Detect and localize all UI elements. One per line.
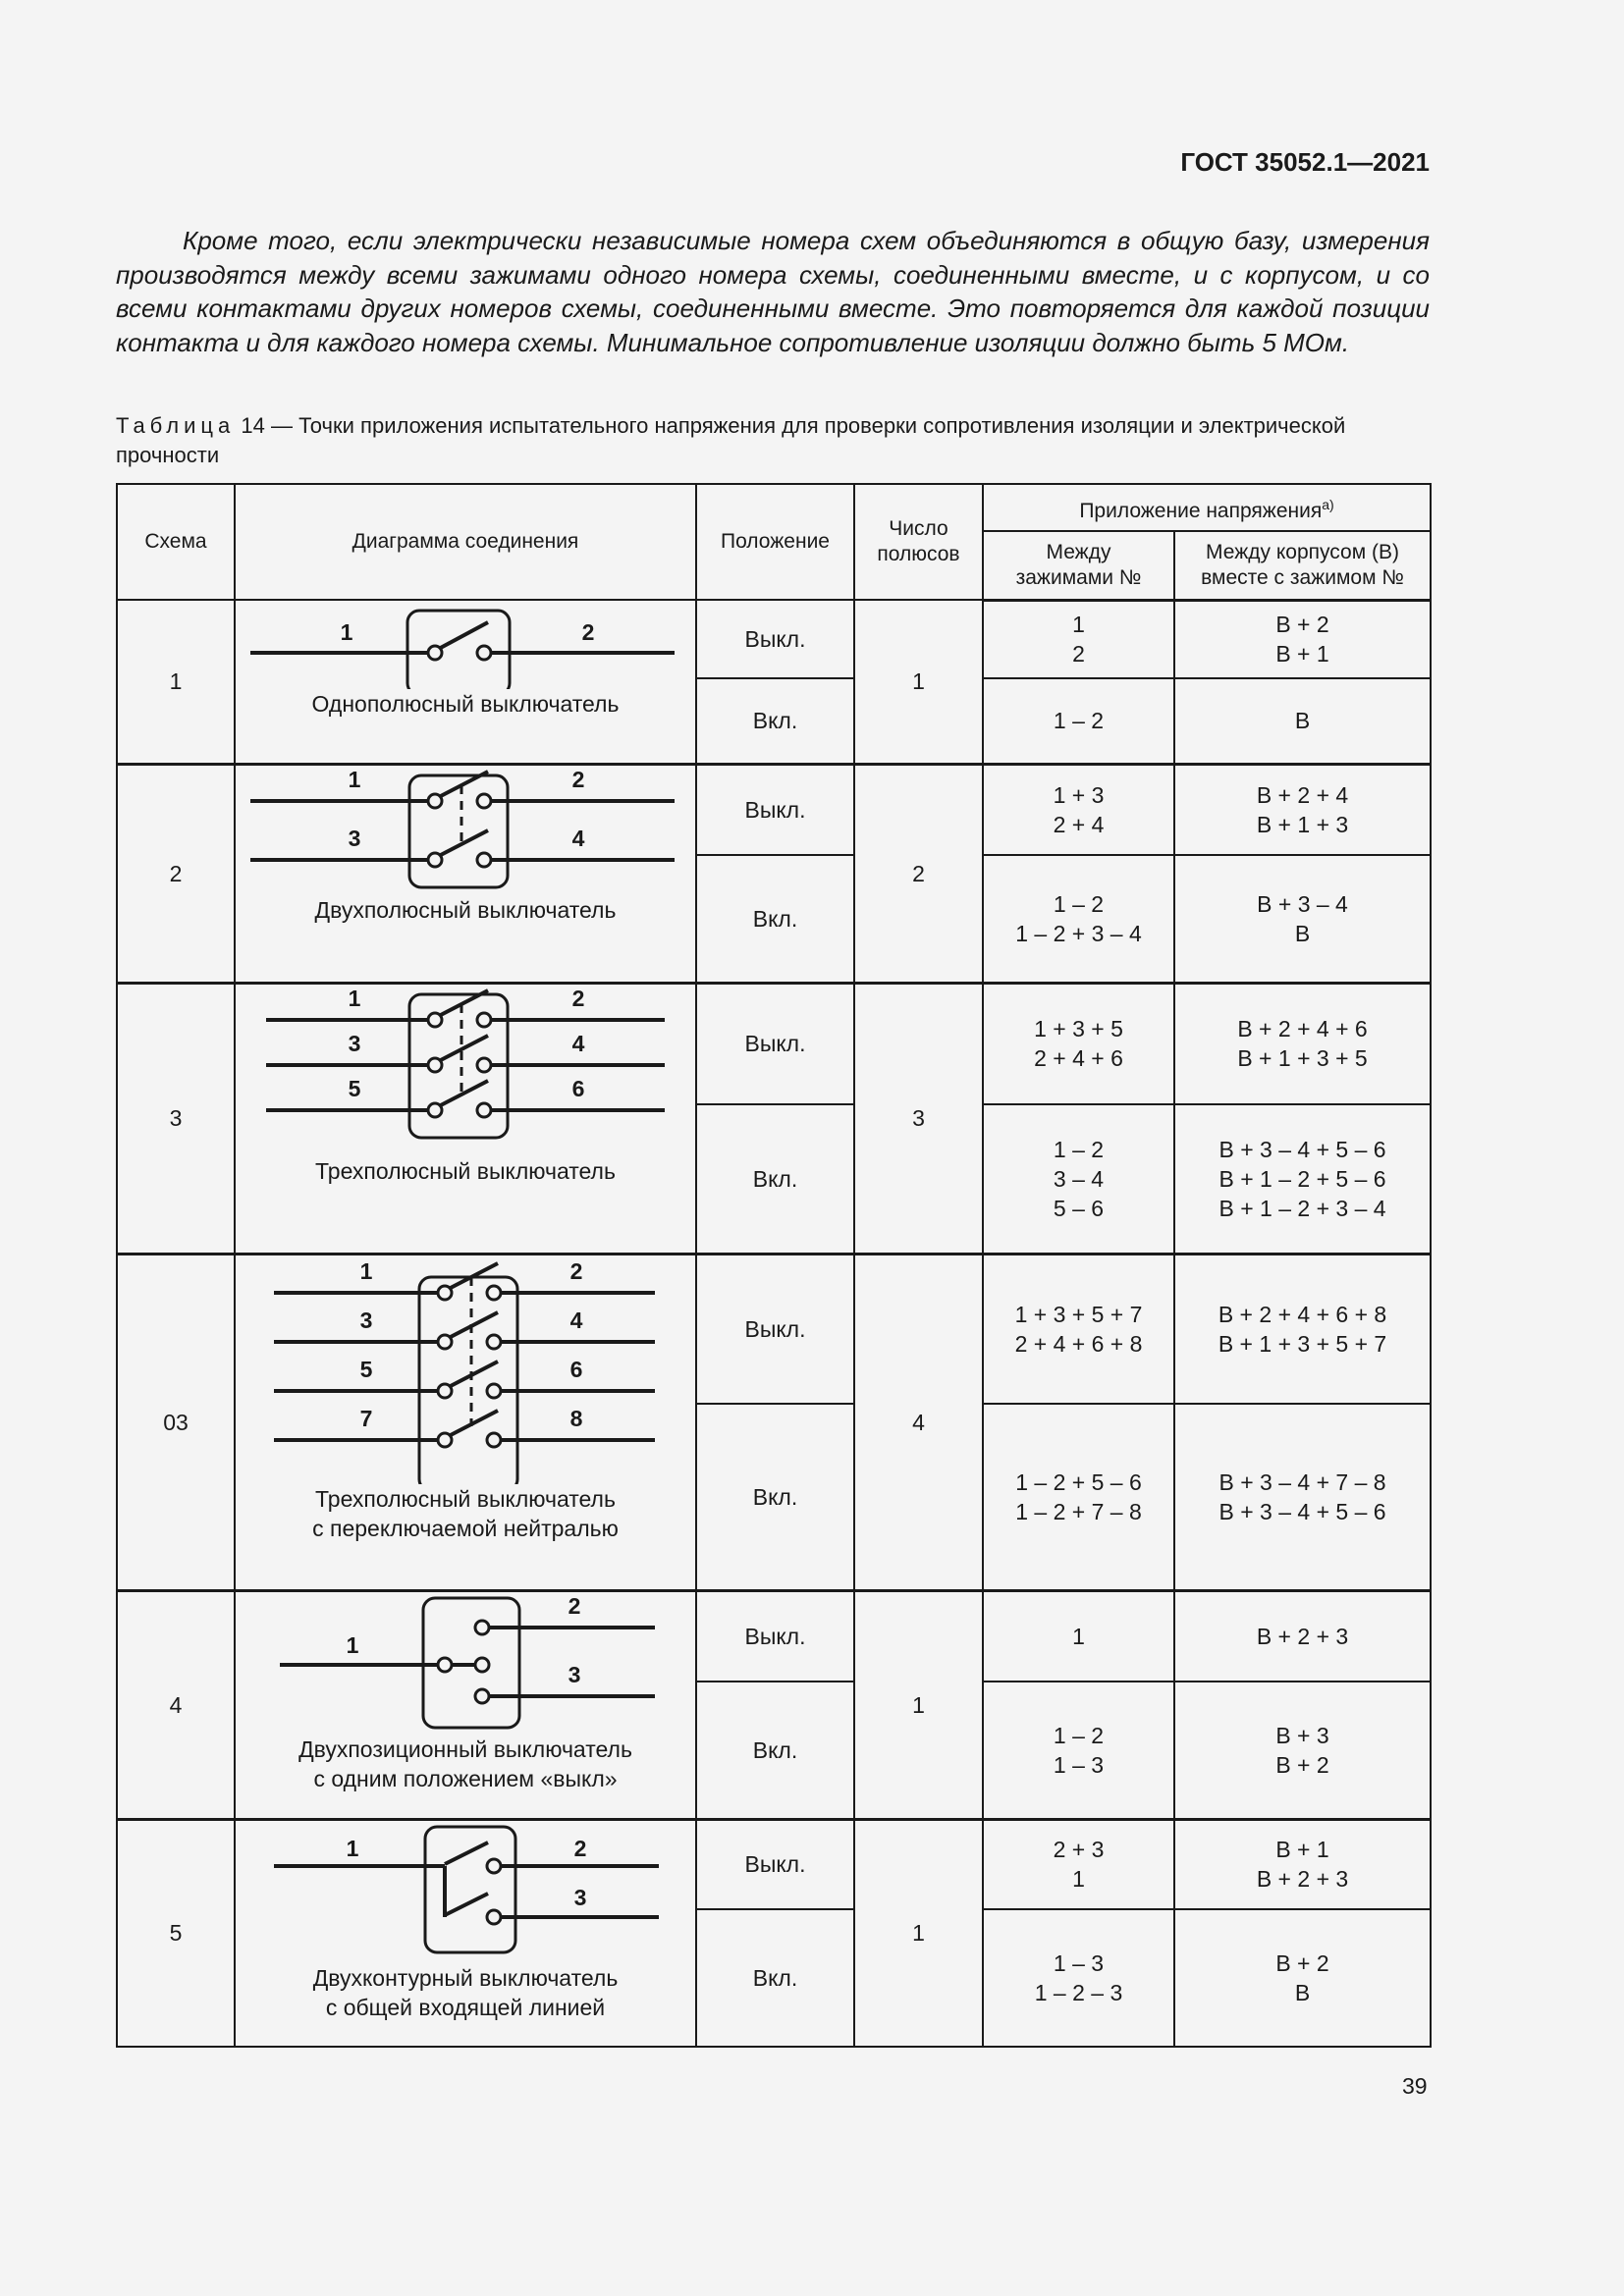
diagram-caption (236, 1735, 695, 1793)
value-line: B + 3 – 4 + 5 – 6 (1218, 1136, 1386, 1162)
terminal-label: 6 (571, 1075, 585, 1101)
diagram-1 (236, 601, 695, 689)
contact-terminal (438, 1658, 452, 1672)
body-on (1174, 855, 1431, 983)
value-line: 1 – 2 + 7 – 8 (1015, 1498, 1142, 1524)
value-line: 1 – 2 + 3 – 4 (1015, 920, 1142, 946)
scheme-cell: 03 (117, 1254, 235, 1590)
value-line: B + 2 + 3 (1256, 1866, 1349, 1893)
poles-cell: 1 (854, 1590, 983, 1819)
scheme-cell: 5 (117, 1819, 235, 2047)
value-line: B + 2 (1275, 1950, 1329, 1976)
position-on: Вкл. (696, 1909, 854, 2047)
terminal-label: 2 (569, 1257, 583, 1284)
value-line: 1 + 3 + 5 + 7 (1014, 1301, 1143, 1327)
diagram-caption (236, 689, 695, 719)
value-line: 1 – 2 (1053, 1722, 1105, 1748)
header-voltage-text: Приложение напряжения (1079, 499, 1323, 522)
value-line: 1 – 2 (1053, 890, 1105, 917)
body-off (1174, 983, 1431, 1104)
position-on: Вкл. (696, 1682, 854, 1819)
terminals-on (983, 1404, 1174, 1590)
terminal-label: 4 (569, 1307, 583, 1333)
contact-terminal (477, 1058, 491, 1072)
value-line: B + 2 + 4 (1256, 781, 1349, 808)
terminals-off (983, 983, 1174, 1104)
body-on (1174, 1104, 1431, 1254)
body-on (1174, 1682, 1431, 1819)
value-line: B + 1 + 3 (1256, 811, 1349, 837)
switch-diagram-svg (237, 1255, 694, 1484)
terminals-on (983, 1682, 1174, 1819)
switch-diagram-svg (237, 985, 694, 1156)
value-line: 1 – 2 (1053, 708, 1105, 734)
header-between-terminals: Между зажимами № (983, 531, 1174, 600)
diagram-caption-line: с одним положением «выкл» (313, 1765, 618, 1791)
scheme-cell: 3 (117, 983, 235, 1254)
value-line: 3 – 4 (1053, 1165, 1105, 1192)
position-on: Вкл. (696, 1104, 854, 1254)
scheme-cell: 1 (117, 600, 235, 764)
terminal-label: 3 (348, 825, 361, 851)
diagram-3 (236, 985, 695, 1156)
value-line: B + 1 (1275, 1837, 1329, 1863)
switch-housing (407, 611, 510, 689)
header-voltage (983, 484, 1431, 531)
position-on: Вкл. (696, 855, 854, 983)
terminal-label: 1 (346, 1835, 359, 1861)
terminal-label: 2 (573, 1835, 587, 1861)
terminal-label: 2 (571, 985, 585, 1011)
value-line: B + 2 + 4 + 6 (1237, 1016, 1368, 1042)
intro-paragraph: Кроме того, если электрически независимые номера схем объединяются в общую базу, измерения производятся между всеми зажимами одного номера схемы, соединенными вместе, и с корпусом, и со всеми контактами других номеров схемы, соединенными вместе. Это повторяется для каждой позиции контакта и для каждого номера схемы. Минимальное сопротивление изоляции должно быть 5 МОм. (116, 226, 1430, 357)
terminals-off (983, 764, 1174, 855)
terminal-label: 4 (571, 1030, 585, 1056)
value-line: B (1294, 708, 1311, 734)
terminals-off (983, 1590, 1174, 1682)
value-line: 1 – 2 (1053, 1136, 1105, 1162)
body-off (1174, 1254, 1431, 1404)
diagram-cell (235, 1254, 696, 1590)
position-off: Выкл. (696, 764, 854, 855)
contact-terminal (477, 853, 491, 867)
contact-terminal (477, 646, 491, 660)
value-line: 1 (1072, 612, 1085, 638)
value-line: B + 3 – 4 + 7 – 8 (1218, 1468, 1386, 1495)
header-between-body: Между корпусом (B) вместе с зажимом № (1174, 531, 1431, 600)
terminal-label: 2 (568, 1592, 581, 1619)
diagram-cell (235, 983, 696, 1254)
value-line: 1 – 3 (1053, 1751, 1105, 1778)
diagram-cell (235, 764, 696, 983)
terminal-label: 1 (340, 619, 353, 645)
contact-terminal (487, 1384, 501, 1398)
position-off: Выкл. (696, 1590, 854, 1682)
value-line: 2 + 4 (1053, 811, 1105, 837)
value-line: B (1294, 920, 1311, 946)
value-line: B + 1 + 3 + 5 (1237, 1045, 1368, 1072)
diagram-caption (236, 1484, 695, 1543)
poles-cell: 3 (854, 983, 983, 1254)
poles-cell: 2 (854, 764, 983, 983)
value-line: 1 – 2 – 3 (1034, 1980, 1123, 2005)
terminals-off (983, 1819, 1174, 1909)
terminal-label: 1 (346, 1631, 359, 1658)
value-line: 1 + 3 (1053, 781, 1105, 808)
page-number: 39 (1402, 2073, 1428, 2099)
body-on (1174, 1909, 1431, 2047)
value-line: B + 3 – 4 + 5 – 6 (1218, 1498, 1386, 1524)
diagram-cell (235, 1819, 696, 2047)
value-line: 1 (1072, 1866, 1085, 1893)
value-line: B + 1 – 2 + 5 – 6 (1218, 1165, 1386, 1192)
diagram-caption-line: Трехполюсный выключатель (315, 1157, 616, 1184)
body-off (1174, 1819, 1431, 1909)
contact-terminal (477, 794, 491, 808)
diagram-caption-line: Трехполюсный выключатель (315, 1485, 616, 1512)
contact-terminal (475, 1689, 489, 1703)
switch-blade (445, 1842, 488, 1864)
value-line: 2 + 4 + 6 + 8 (1014, 1330, 1143, 1357)
diagram-caption-line: Однополюсный выключатель (311, 691, 620, 717)
diagram-caption-line: Двухполюсный выключатель (314, 896, 617, 923)
value-line: 5 – 6 (1053, 1195, 1105, 1221)
value-line: 2 (1072, 641, 1085, 667)
diagram-caption-line: с переключаемой нейтралью (312, 1515, 619, 1541)
switch-diagram-svg (237, 1821, 694, 1963)
contact-terminal (428, 1103, 442, 1117)
terminal-label: 5 (348, 1075, 361, 1101)
diagram-cell (235, 1590, 696, 1819)
body-off (1174, 1590, 1431, 1682)
table-caption (116, 411, 1430, 470)
terminal-label: 4 (571, 825, 585, 851)
body-on (1174, 678, 1431, 764)
diagram-5 (236, 1592, 695, 1735)
contact-terminal (428, 794, 442, 808)
terminal-label: 3 (348, 1030, 361, 1056)
body-off (1174, 764, 1431, 855)
terminals-off (983, 1254, 1174, 1404)
position-off: Выкл. (696, 1819, 854, 1909)
value-line: 1 + 3 + 5 (1034, 1016, 1123, 1042)
terminals-on (983, 855, 1174, 983)
switch-blade (445, 1894, 488, 1915)
terminal-label: 3 (568, 1661, 581, 1687)
terminals-off (983, 600, 1174, 678)
terminal-label: 2 (581, 619, 595, 645)
diagram-cell (235, 600, 696, 764)
value-line: B + 2 + 3 (1256, 1623, 1349, 1649)
contact-terminal (487, 1286, 501, 1300)
terminal-label: 8 (569, 1405, 583, 1431)
terminals-on (983, 678, 1174, 764)
header-position: Положение (696, 484, 854, 600)
value-line: 2 + 3 (1053, 1837, 1105, 1863)
poles-cell: 1 (854, 600, 983, 764)
contact-terminal (487, 1335, 501, 1349)
diagram-caption (236, 1156, 695, 1186)
switch-diagram-svg (237, 1592, 694, 1735)
contact-terminal (428, 1058, 442, 1072)
test-voltage-table (116, 483, 1432, 2048)
value-line: 1 (1072, 1623, 1085, 1649)
contact-terminal (438, 1286, 452, 1300)
poles-cell: 1 (854, 1819, 983, 2047)
contact-terminal (428, 1013, 442, 1027)
position-off: Выкл. (696, 1254, 854, 1404)
position-on: Вкл. (696, 678, 854, 764)
switch-diagram-svg (237, 766, 694, 895)
body-off (1174, 600, 1431, 678)
scheme-cell: 4 (117, 1590, 235, 1819)
switch-housing (419, 1277, 517, 1484)
caption-label: Таблица (116, 413, 236, 438)
value-line: B + 3 – 4 (1257, 890, 1348, 917)
value-line: B + 1 + 3 + 5 + 7 (1218, 1330, 1387, 1357)
terminal-label: 6 (569, 1356, 583, 1382)
value-line: B + 1 (1275, 641, 1329, 667)
contact-terminal (475, 1658, 489, 1672)
contact-terminal (428, 853, 442, 867)
value-line: B + 2 (1275, 612, 1329, 638)
contact-terminal (475, 1621, 489, 1634)
contact-terminal (487, 1859, 501, 1873)
contact-terminal (428, 646, 442, 660)
contact-terminal (438, 1384, 452, 1398)
footnote-mark: а) (1322, 496, 1334, 512)
diagram-6 (236, 1821, 695, 1963)
diagram-caption (236, 1963, 695, 2022)
diagram-caption-line: Двухконтурный выключатель (312, 1964, 619, 1991)
value-line: B + 3 (1275, 1722, 1329, 1748)
poles-cell: 4 (854, 1254, 983, 1590)
scheme-cell: 2 (117, 764, 235, 983)
contact-terminal (487, 1433, 501, 1447)
header-diagram: Диаграмма соединения (235, 484, 696, 600)
terminal-label: 5 (359, 1356, 373, 1382)
value-line: 1 – 3 (1053, 1950, 1105, 1976)
value-line: 2 + 4 + 6 (1034, 1045, 1123, 1072)
switch-housing (409, 775, 508, 887)
terminal-label: 3 (573, 1884, 587, 1910)
diagram-4 (236, 1255, 695, 1484)
switch-diagram-svg (237, 601, 694, 689)
terminal-label: 2 (571, 766, 585, 792)
terminals-on (983, 1104, 1174, 1254)
position-off: Выкл. (696, 983, 854, 1104)
header-poles: Число полюсов (854, 484, 983, 600)
diagram-caption (236, 895, 695, 925)
contact-terminal (477, 1013, 491, 1027)
contact-terminal (438, 1335, 452, 1349)
terminal-label: 7 (359, 1405, 373, 1431)
diagram-caption-line: Двухпозиционный выключатель (298, 1735, 632, 1762)
contact-terminal (477, 1103, 491, 1117)
terminal-label: 1 (348, 985, 361, 1011)
value-line: B + 2 + 4 + 6 + 8 (1218, 1301, 1387, 1327)
terminals-on (983, 1909, 1174, 2047)
terminal-label: 3 (359, 1307, 373, 1333)
terminal-label: 1 (348, 766, 361, 792)
switch-housing (425, 1827, 515, 1952)
position-off: Выкл. (696, 600, 854, 678)
header-scheme: Схема (117, 484, 235, 600)
terminal-label: 1 (359, 1257, 373, 1284)
caption-text: 14 — Точки приложения испытательного напряжения для проверки сопротивления изоляции и электрической прочности (116, 413, 1346, 467)
diagram-2 (236, 766, 695, 895)
contact-terminal (438, 1433, 452, 1447)
contact-terminal (487, 1910, 501, 1924)
diagram-caption-line: с общей входящей линией (325, 1994, 606, 2020)
value-line: B + 1 – 2 + 3 – 4 (1218, 1195, 1386, 1221)
value-line: B (1294, 1980, 1311, 2005)
body-on (1174, 1404, 1431, 1590)
document-code: ГОСТ 35052.1—2021 (1180, 147, 1430, 177)
value-line: 1 – 2 + 5 – 6 (1015, 1468, 1142, 1495)
position-on: Вкл. (696, 1404, 854, 1590)
value-line: B + 2 (1275, 1751, 1329, 1778)
